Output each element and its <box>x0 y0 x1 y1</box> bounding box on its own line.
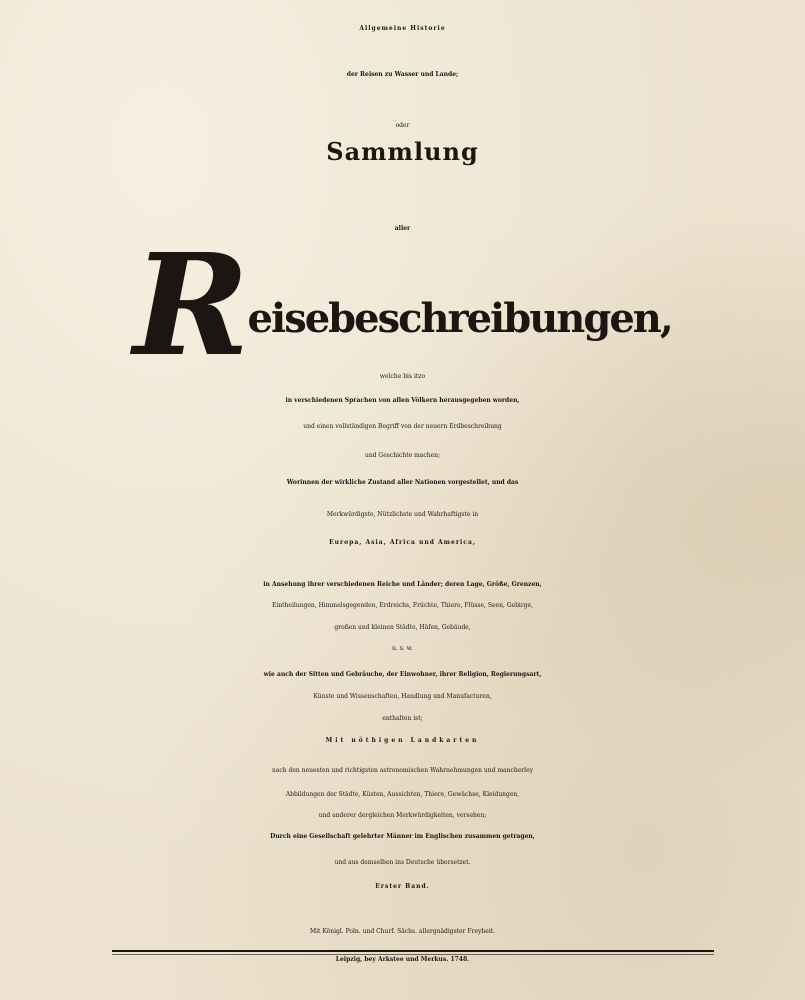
subtitle-line-sprachen: in verschiedenen Sprachen von allen Völkern herausgegeben worden, <box>285 397 520 404</box>
ornate-initial-r: R <box>133 224 248 388</box>
body-line-uebersetzet: und aus demselben ins Deutsche übersetzet. <box>334 859 471 866</box>
title-line-allgemeine-historie: Allgemeine Historie <box>359 25 446 32</box>
subtitle-line-worinnen: Worinnen der wirkliche Zustand aller Nationen vorgestellet, und das <box>286 479 519 486</box>
body-line-usw: u. s. w. <box>392 645 413 652</box>
volume-title: Erster Band. <box>375 883 430 890</box>
subtitle-line-welche: welche bis itzo <box>379 373 426 380</box>
body-line-astronomischen: nach den neuesten und richtigsten astronomischen Wahrnehmungen und mancherley <box>271 767 534 774</box>
subtitle-line-merkwuerdigste: Merkwürdigste, Nützlichste und Wahrhaftigste in <box>326 511 479 518</box>
body-line-eintheilungen: Eintheilungen, Himmelsgegenden, Erdreichs, Früchte, Thiere, Flüsse, Seen, Gebirge, <box>271 602 534 609</box>
body-line-enthalten: enthalten ist; <box>382 715 423 722</box>
subtitle-line-erdbeschreibung: und einen vollständigen Begriff von der neuern Erdbeschreibung <box>303 423 502 430</box>
imprint-rule <box>112 950 714 952</box>
imprint-rule-thin <box>112 954 714 955</box>
heading-landkarten: Mit nöthigen Landkarten <box>325 737 480 744</box>
body-line-sitten: wie auch der Sitten und Gebräuche, der Einwohner, ihrer Religion, Regierungsart, <box>263 671 542 678</box>
continents-line: Europa, Asia, Africa und America, <box>329 539 476 546</box>
title-line-sammlung: Sammlung <box>326 137 479 166</box>
body-line-gesellschaft: Durch eine Gesellschaft gelehrter Männer im Englischen zusammen getragen, <box>270 833 535 840</box>
body-line-abbildungen: Abbildungen der Städte, Küsten, Aussichten, Thiere, Gewächse, Kleidungen, <box>285 791 520 798</box>
privilege-line: Mit Königl. Poln. und Churf. Sächs. allergnädigster Freyheit. <box>309 928 496 935</box>
title-line-aller: aller <box>394 225 411 232</box>
title-line-der-reisen: der Reisen zu Wasser und Lande; <box>346 71 459 78</box>
reisebeschreibungen-rest: eisebeschreibungen, <box>247 295 672 342</box>
body-line-staedte: großen und kleinen Städte, Häfen, Gebäude, <box>334 624 471 631</box>
subtitle-line-geschichte: und Geschichte machen; <box>364 452 441 459</box>
body-line-ansehung: in Ansehung ihrer verschiedenen Reiche und Länder; deren Lage, Größe, Grenzen, <box>263 581 542 588</box>
body-line-versehen: und anderer dergleichen Merkwürdigkeiten, versehen; <box>318 812 487 819</box>
body-line-kuenste: Künste und Wissenschaften, Handlung und Manufacturen, <box>313 693 492 700</box>
title-line-oder: oder <box>395 122 410 129</box>
imprint-line: Leipzig, bey Arkstee und Merkus. 1748. <box>335 956 470 963</box>
